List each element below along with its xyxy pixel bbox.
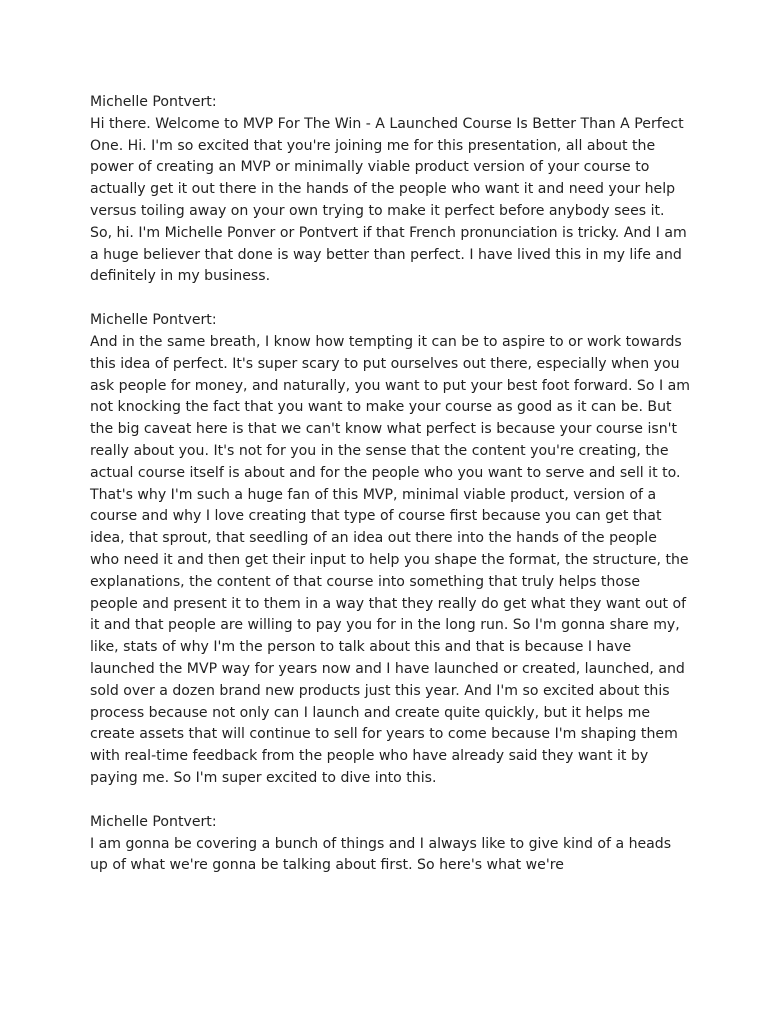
speaker-label: Michelle Pontvert: xyxy=(90,312,217,329)
transcript-paragraph: And in the same breath, I know how tempting it can be to aspire to or work towards this idea of perfect. It's super scary to put ourselves out there, especially when you ask people for money, and naturally, you want to put your best foot forward. So I am not knocking the fact that you want to make your course as good as it can be. But the big caveat here is that we can't know what perfect is because your course isn't really about you. It's not for you in the sense that the content you're creating, the actual course itself is about and for the people who you want to serve and sell it to. That's why I'm such a huge fan of this MVP, minimal viable product, version of a course and why I love creating that type of course first because you can get that idea, that sprout, that seedling of an idea out there into the hands of the people who need it and then get their input to help you shape the format, the structure, the explanations, the content of that course into something that truly helps those people and present it to them in a way that they really do get what they want out of it and that people are willing to pay you for in the long run. So I'm gonna share my, like, stats of why I'm the person to talk about this and that is because I have launched the MVP way for years now and I have launched or created, launched, and sold over a dozen brand new products just this year. And I'm so excited about this process because not only can I launch and create quite quickly, but it helps me create assets that will continue to sell for years to come because I'm shaping them with real-time feedback from the people who have already said they want it by paying me. So I'm super excited to dive into this. xyxy=(90,333,690,786)
speaker-label: Michelle Pontvert: xyxy=(90,813,217,830)
transcript-page xyxy=(90,92,690,899)
transcript-paragraph: I am gonna be covering a bunch of things and I always like to give kind of a heads up of what we're gonna be talking about first. So here's what we're xyxy=(90,835,672,874)
transcript-block xyxy=(90,310,690,790)
speaker-label: Michelle Pontvert: xyxy=(90,94,217,110)
transcript-block xyxy=(90,92,690,288)
transcript-block xyxy=(90,812,690,877)
transcript-paragraph: Hi there. Welcome to MVP For The Win - A Launched Course Is Better Than A Perfect One. Hi. I'm so excited that you're joining me for this presentation, all about the power of creating an MVP or minimally viable product version of your course to actually get it out there in the hands of the people who want it and need your help versus toiling away on your own trying to make it perfect before anybody sees it. So, hi. I'm Michelle Ponver or Pontvert if that French pronunciation is tricky. And I am a huge believer that done is way better than perfect. I have lived this in my life and definitely in my business. xyxy=(90,115,687,285)
